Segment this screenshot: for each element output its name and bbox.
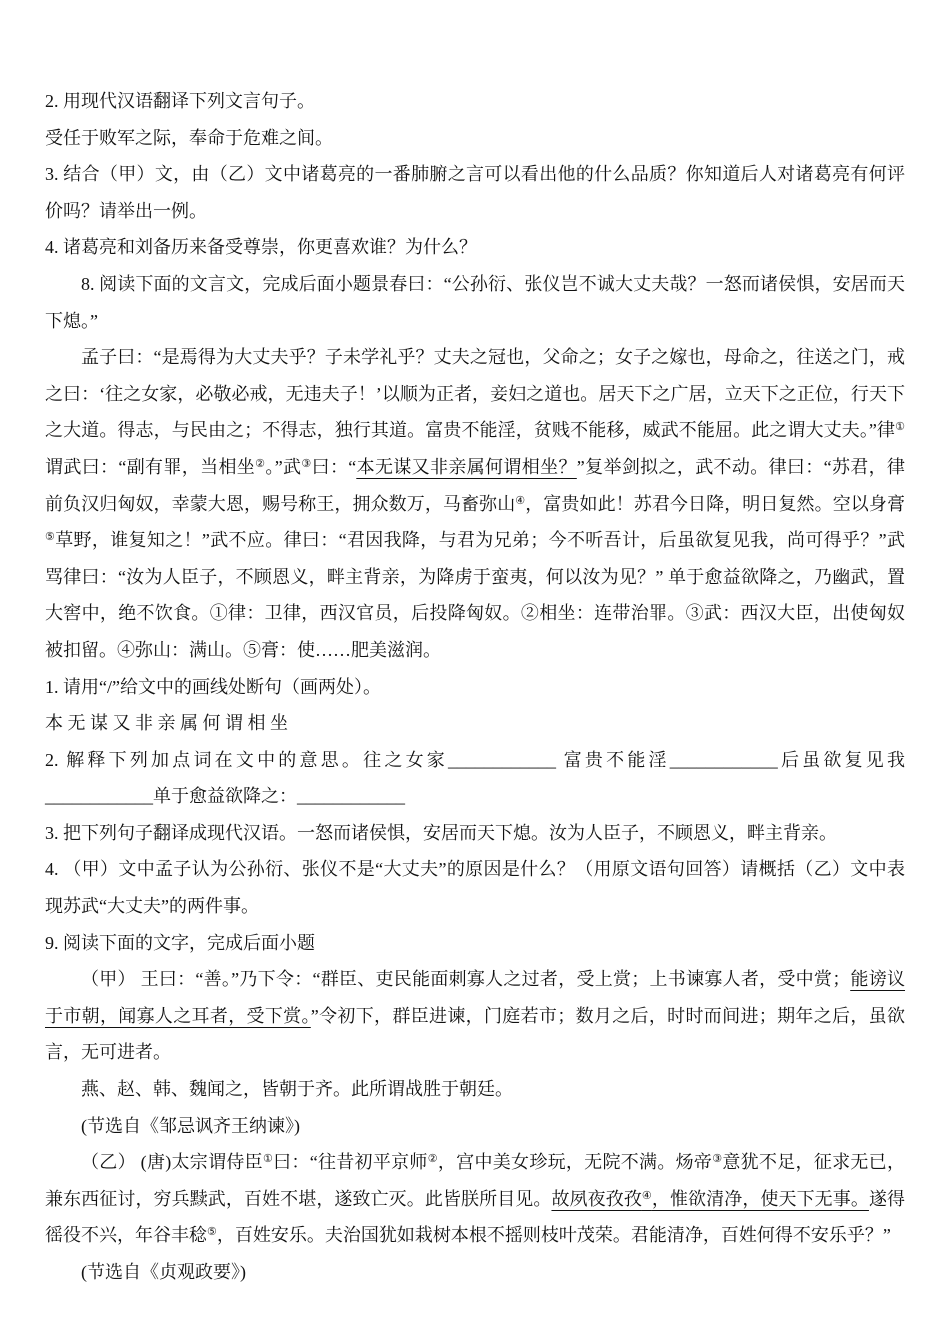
note-reference-marker: ⑤ [207, 1226, 217, 1239]
text-run: ”复举剑拟之，武不动。律曰：“苏君，律前负汉归匈奴，幸蒙大恩，赐号称王，拥众数万，马畜弥山 [45, 456, 905, 514]
text-run: 曰：“ [311, 456, 357, 477]
text-run: ，惟欲清净，使天下无事。 [651, 1188, 869, 1209]
sentence-to-translate [45, 120, 905, 157]
text-run: 本 无 谋 又 非 亲 属 何 谓 相 坐 [45, 713, 288, 734]
text-run: 意犹不足，征求无已，兼东西征讨，穷兵黩武，百姓不堪，遂致亡灭。此皆朕所目见。 [45, 1152, 905, 1209]
passage-9-intro [45, 925, 905, 962]
note-reference-marker: ⑤ [45, 531, 56, 544]
note-reference-marker: ③ [712, 1153, 723, 1166]
text-run: 燕、赵、韩、魏闻之，皆朝于齐。此所谓战胜于朝廷。 [81, 1079, 513, 1100]
text-run: 故夙夜孜孜 [551, 1188, 642, 1209]
text-run: 4. 诸葛亮和刘备历来备受尊崇，你更喜欢谁？为什么？ [45, 237, 477, 258]
note-reference-marker: ② [427, 1153, 438, 1166]
passage-9-jia-result [45, 1071, 905, 1108]
note-reference-marker: ② [255, 457, 266, 470]
passage-9-jia [45, 961, 905, 1071]
question-8-4-reason [45, 851, 905, 924]
text-run: 遂得徭役不兴，年谷丰稔 [45, 1188, 906, 1246]
passage-9-source-yi [45, 1254, 905, 1291]
text-run: 2. 用现代汉语翻译下列文言句子。 [45, 91, 315, 111]
note-reference-marker: ④ [641, 1189, 652, 1202]
text-run: 3. 把下列句子翻译成现代汉语。一怒而诸侯惧，安居而天下熄。汝为人臣子，不顾恩义，畔主背亲。 [45, 822, 837, 843]
text-run: 孟子曰：“是焉得为大丈夫乎？子未学礼乎？丈夫之冠也，父命之；女子之嫁也，母命之，往送之门，戒之曰：‘往之女家，必敬必戒，无违夫子！’以顺为正者，妾妇之道也。居天下之广居，立天下之正位，行天下之大道。得志，与民由之；不得志，独行其道。富贵不能淫，贫贱不能移，威武不能屈。此之谓大丈夫。”律 [45, 347, 905, 441]
underlined-text [551, 1189, 868, 1209]
text-run: 能谤议于市朝，闻寡人之耳者，受下赏。 [45, 969, 906, 1026]
text-run: （甲） 王曰：“善。”乃下令：“群臣、吏民能面刺寡人之过者，受上赏；上书谏寡人者，受中赏； [81, 969, 851, 990]
note-reference-marker: ③ [301, 457, 312, 470]
text-run: 本无谋又非亲属何谓相坐？ [356, 456, 577, 477]
question-4-preference [45, 229, 905, 266]
text-run: 1. 请用“/”给文中的画线处断句（画两处）。 [45, 676, 381, 697]
note-reference-marker: ④ [515, 494, 526, 507]
passage-8-mengzi-suwu [45, 339, 905, 668]
text-run: 2. 解释下列加点词在文中的意思。往之女家____________ 富贵不能淫____________后虽欲复见我____________单于愈益欲降之：____________ [45, 749, 905, 807]
text-run: 4. （甲）文中孟子认为公孙衍、张仪不是“大丈夫”的原因是什么？（用原文语句回答）请概括（乙）文中表现苏武“大丈夫”的两件事。 [45, 859, 905, 917]
text-run: 8. 阅读下面的文言文，完成后面小题景春曰：“公孙衍、张仪岂不诚大丈夫哉？一怒而诸侯惧，安居而天下熄。” [45, 273, 905, 331]
text-run: 9. 阅读下面的文字，完成后面小题 [45, 932, 315, 953]
text-run: 曰：“往昔初平京师 [273, 1152, 428, 1173]
note-reference-marker: ① [262, 1153, 274, 1166]
passage-8-intro [45, 266, 905, 339]
passage-9-yi [45, 1144, 905, 1254]
text-run: （乙） (唐)太宗谓侍臣 [81, 1152, 263, 1173]
text-run: ，宫中美女珍玩，无院不满。炀帝 [437, 1152, 713, 1173]
question-8-1-duanju [45, 669, 905, 706]
text-run: 。”武 [265, 456, 302, 477]
answer-line-duanju [45, 705, 905, 742]
underlined-text [356, 457, 577, 477]
text-run: 谓武曰：“副有罪，当相坐 [45, 456, 256, 477]
question-3-quality [45, 156, 905, 229]
text-run: (节选自《邹忌讽齐王纳谏》) [81, 1115, 300, 1136]
note-reference-marker: ① [895, 421, 905, 434]
text-run: ，富贵如此！苏君今日降，明日复然。空以身膏 [525, 493, 905, 514]
question-8-2-explain [45, 742, 905, 815]
passage-9-source-jia [45, 1108, 905, 1145]
question-8-3-translate [45, 815, 905, 852]
text-run: ，百姓安乐。夫治国犹如栽树本根不摇则枝叶茂荣。君能清净，百姓何得不安乐乎？” [216, 1225, 891, 1246]
text-run: 草野，谁复知之！”武不应。律曰：“君因我降，与君为兄弟；今不听吾计，后虽欲复见我，尚可得乎？”武骂律曰：“汝为人臣子，不顾恩义，畔主背亲，为降虏于蛮夷，何以汝为见？” 单于愈益欲降之，乃幽武，置大窖中，绝不饮食。①律：卫律，西汉官员，后投降匈奴。②相坐：连带治罪。③武：西汉大臣，出使匈奴被扣留。④弥山：满山。⑤膏：使……肥美滋润。 [45, 530, 905, 660]
question-2-translate [45, 83, 905, 120]
text-run: 受任于败军之际，奉命于危难之间。 [45, 127, 333, 148]
text-run: 3. 结合（甲）文，由（乙）文中诸葛亮的一番肺腑之言可以看出他的什么品质？你知道后人对诸葛亮有何评价吗？请举出一例。 [45, 164, 905, 221]
text-run: (节选自《贞观政要》) [81, 1262, 246, 1282]
text-run: ”令初下，群臣进谏，门庭若市；数月之后，时时而间进；期年之后，虽欲言，无可进者。 [45, 1005, 905, 1063]
